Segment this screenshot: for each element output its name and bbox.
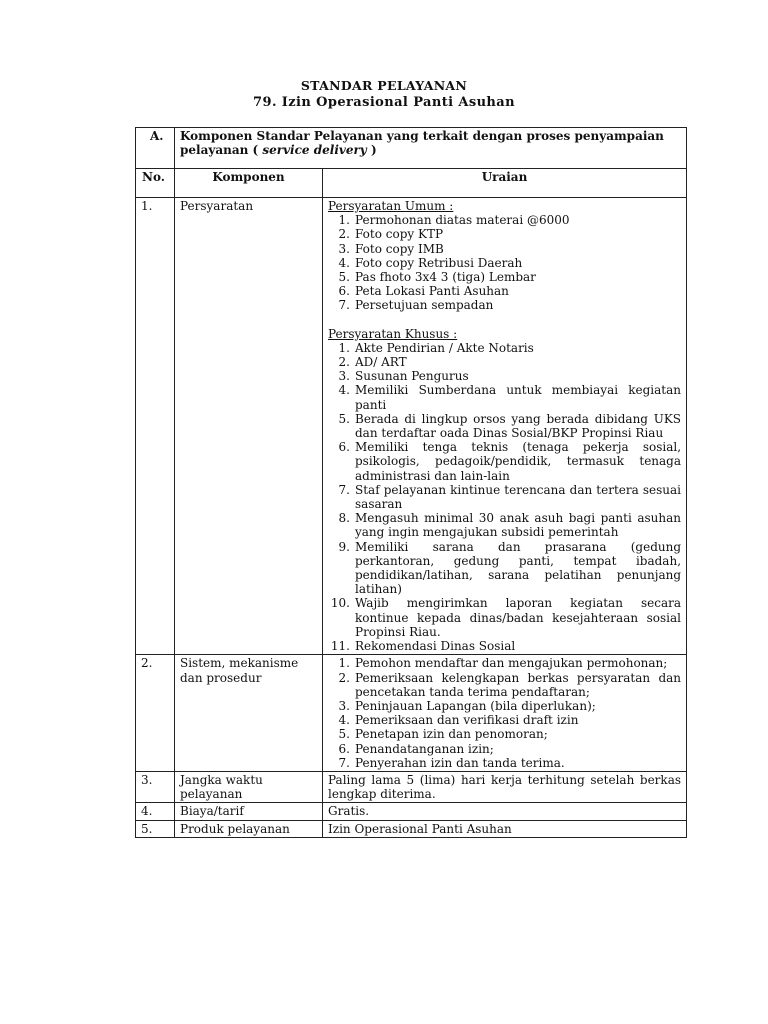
list-item: 3. Peninjauan Lapangan (bila diperlukan); — [338, 698, 596, 713]
section-heading-end: ) — [366, 143, 377, 158]
list-item: 11. Rekomendasi Dinas Sosial — [330, 639, 516, 654]
row-component: Jangka waktu pelayanan — [175, 771, 323, 802]
row-component: Sistem, mekanisme dan prosedur — [175, 655, 323, 772]
document-title: STANDAR PELAYANAN — [300, 78, 468, 93]
general-requirements-label: Persyaratan Umum : — [328, 199, 454, 213]
list-item: 7. Staf pelayanan kintinue terencana dan tertera sesuai sasaran — [338, 482, 682, 512]
service-standard-table — [135, 127, 687, 838]
section-letter: A. — [136, 128, 175, 169]
list-item: 10. Wajib mengirimkan laporan kegiatan secara kontinue kepada dinas/badan kesejahteraan sosial Propinsi Riau. — [330, 596, 682, 639]
list-item: 5. Berada di lingkup orsos yang berada dibidang UKS dan terdaftar oada Dinas Sosial/BKP Propinsi Riau — [338, 411, 682, 441]
row-component: Persyaratan — [175, 198, 323, 655]
table-row — [136, 198, 687, 655]
list-item: 2. Foto copy KTP — [338, 227, 444, 242]
list-item: 8. Mengasuh minimal 30 anak asuh bagi panti asuhan yang ingin mengajukan subsidi pemerintah — [338, 511, 682, 540]
row-number: 1. — [136, 198, 175, 655]
list-item: 3. Susunan Pengurus — [338, 369, 469, 384]
row-description: Paling lama 5 (lima) hari kerja terhitung setelah berkas lengkap diterima. — [323, 771, 687, 802]
section-row — [136, 128, 687, 169]
procedure-list — [328, 656, 681, 770]
section-heading-italic: service delivery — [262, 143, 367, 158]
list-item: 7. Persetujuan sempadan — [338, 298, 494, 313]
document-subtitle: 79. Izin Operasional Panti Asuhan — [253, 95, 515, 110]
list-item: 3. Foto copy IMB — [338, 241, 444, 256]
list-item: 4. Memiliki Sumberdana untuk membiayai kegiatan panti — [338, 383, 682, 412]
list-item: 1. Akte Pendirian / Akte Notaris — [338, 340, 534, 355]
table-row — [136, 803, 687, 820]
table-row — [136, 771, 687, 802]
column-header-komponen: Komponen — [175, 169, 323, 198]
list-item: 9. Memiliki sarana dan prasarana (gedung perkantoran, gedung panti, tempat ibadah, pendidikan/latihan, sarana pelatihan penunjang latihan) — [338, 539, 682, 597]
special-requirements-list — [328, 341, 681, 653]
column-header-no: No. — [136, 169, 175, 198]
section-heading — [175, 128, 687, 169]
list-item: 2. AD/ ART — [338, 355, 407, 370]
row-description: Izin Operasional Panti Asuhan — [323, 820, 687, 837]
row-description — [323, 655, 687, 772]
list-item: 6. Memiliki tenga teknis (tenaga pekerja sosial, psikologis, pedagoik/pendidik, termasuk tenaga administrasi dan lain-lain — [338, 440, 682, 483]
list-item: 5. Penetapan izin dan penomoran; — [338, 727, 548, 742]
general-requirements-list — [328, 213, 681, 312]
row-description — [323, 198, 687, 655]
table-row — [136, 820, 687, 837]
row-number: 5. — [136, 820, 175, 837]
table-row — [136, 655, 687, 772]
list-item: 1. Pemohon mendaftar dan mengajukan permohonan; — [338, 656, 668, 671]
column-header-uraian: Uraian — [323, 169, 687, 198]
special-requirements-label: Persyaratan Khusus : — [328, 326, 458, 341]
list-item: 6. Penandatanganan izin; — [338, 741, 494, 756]
row-number: 2. — [136, 655, 175, 772]
list-item: 7. Penyerahan izin dan tanda terima. — [338, 755, 565, 770]
column-header-row — [136, 169, 687, 198]
list-item: 5. Pas fhoto 3x4 3 (tiga) Lembar — [338, 270, 536, 285]
list-item: 1. Permohonan diatas materai @6000 — [338, 213, 570, 228]
list-item: 2. Pemeriksaan kelengkapan berkas persyaratan dan pencetakan tanda terima pendaftaran; — [338, 670, 682, 699]
row-component: Biaya/tarif — [175, 803, 323, 820]
list-item: 4. Pemeriksaan dan verifikasi draft izin — [338, 713, 579, 728]
row-number: 4. — [136, 803, 175, 820]
row-number: 3. — [136, 771, 175, 802]
list-item: 6. Peta Lokasi Panti Asuhan — [338, 284, 509, 299]
section-heading-main: Komponen Standar Pelayanan yang terkait dengan proses penyampaian pelayanan ( — [180, 129, 664, 158]
document-header — [0, 78, 768, 111]
row-description: Gratis. — [323, 803, 687, 820]
list-item: 4. Foto copy Retribusi Daerah — [338, 255, 523, 270]
row-component: Produk pelayanan — [175, 820, 323, 837]
